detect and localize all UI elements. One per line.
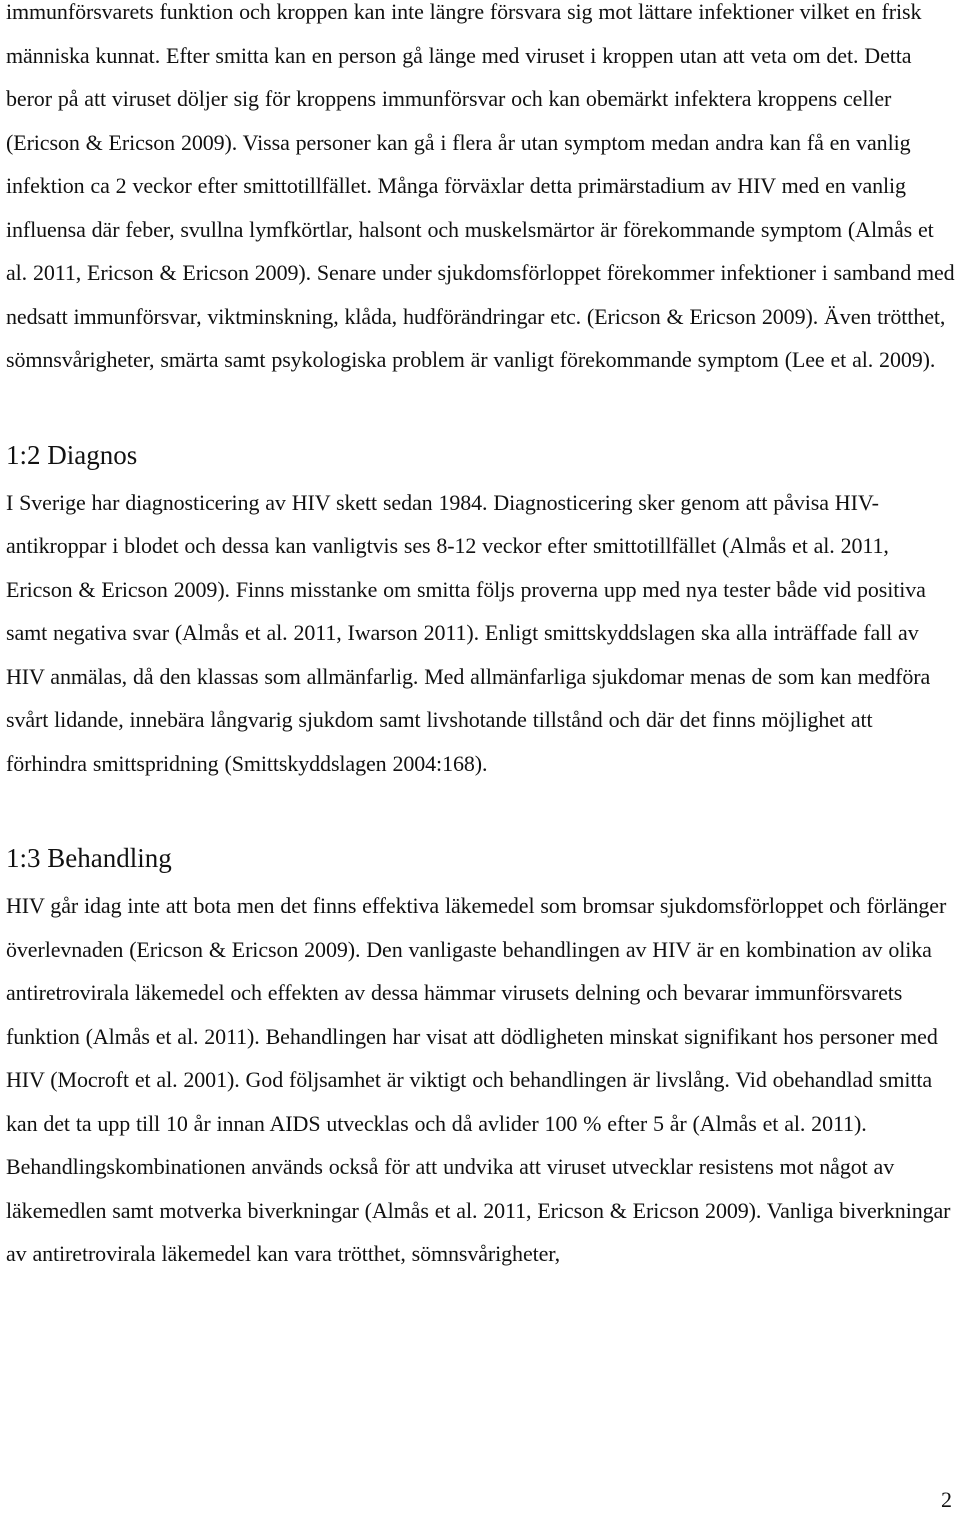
document-page (6, 0, 956, 1276)
section-heading-diagnos: 1:2 Diagnos (6, 439, 138, 470)
behandling-paragraph: HIV går idag inte att bota men det finns effektiva läkemedel som bromsar sjukdomsförloppet och förlänger överlevnaden (Ericson & Ericson 2009). Den vanligaste behandlingen av HIV är en kombination av olika antiretrovirala läkemedel och effekten av dessa hämmar virusets delning och bevarar immunförsvarets funktion (Almås et al. 2011). Behandlingen har visat att dödligheten minskat signifikant hos personer med HIV (Mocroft et al. 2001). God följsamhet är viktigt och behandlingen är livslång. Vid obehandlad smitta kan det ta upp till 10 år innan AIDS utvecklas och då avlider 100 % efter 5 år (Almås et al. 2011). Behandlingskombinationen används också för att undvika att viruset utvecklar resistens mot något av läkemedlen samt motverka biverkningar (Almås et al. 2011, Ericson & Ericson 2009). Vanliga biverkningar av antiretrovirala läkemedel kan vara trötthet, sömnsvårigheter, (6, 893, 951, 1266)
section-heading-behandling: 1:3 Behandling (6, 843, 172, 873)
intro-paragraph: immunförsvarets funktion och kroppen kan inte längre försvara sig mot lättare infektioner vilket en frisk människa kunnat. Efter smitta kan en person gå länge med viruset i kroppen utan att veta om det. Detta beror på att viruset döljer sig för kroppens immunförsvar och kan obemärkt infektera kroppens celler (Ericson & Ericson 2009). Vissa personer kan gå i flera år utan symptom medan andra kan få en vanlig infektion ca 2 veckor efter smittotillfället. Många förväxlar detta primärstadium av HIV med en vanlig influensa där feber, svullna lymfkörtlar, halsont och muskelsmärtor är förekommande symptom (Almås et al. 2011, Ericson & Ericson 2009). Senare under sjukdomsförloppet förekommer infektioner i samband med nedsatt immunförsvar, viktminskning, klåda, hudförändringar etc. (Ericson & Ericson 2009). Även trötthet, sömnsvårigheter, smärta samt psykologiska problem är vanligt förekommande symptom (Lee et al. 2009). (6, 0, 955, 372)
page-number: 2 (941, 1487, 952, 1512)
diagnos-paragraph: I Sverige har diagnosticering av HIV skett sedan 1984. Diagnosticering sker genom att påvisa HIV-antikroppar i blodet och dessa kan vanligtvis ses 8-12 veckor efter smittotillfället (Almås et al. 2011, Ericson & Ericson 2009). Finns misstanke om smitta följs proverna upp med nya tester både vid positiva samt negativa svar (Almås et al. 2011, Iwarson 2011). Enligt smittskyddslagen ska alla inträffade fall av HIV anmälas, då den klassas som allmänfarlig. Med allmänfarliga sjukdomar menas de som kan medföra svårt lidande, innebära långvarig sjukdom samt livshotande tillstånd och där det finns möjlighet att förhindra smittspridning (Smittskyddslagen 2004:168). (6, 489, 931, 776)
